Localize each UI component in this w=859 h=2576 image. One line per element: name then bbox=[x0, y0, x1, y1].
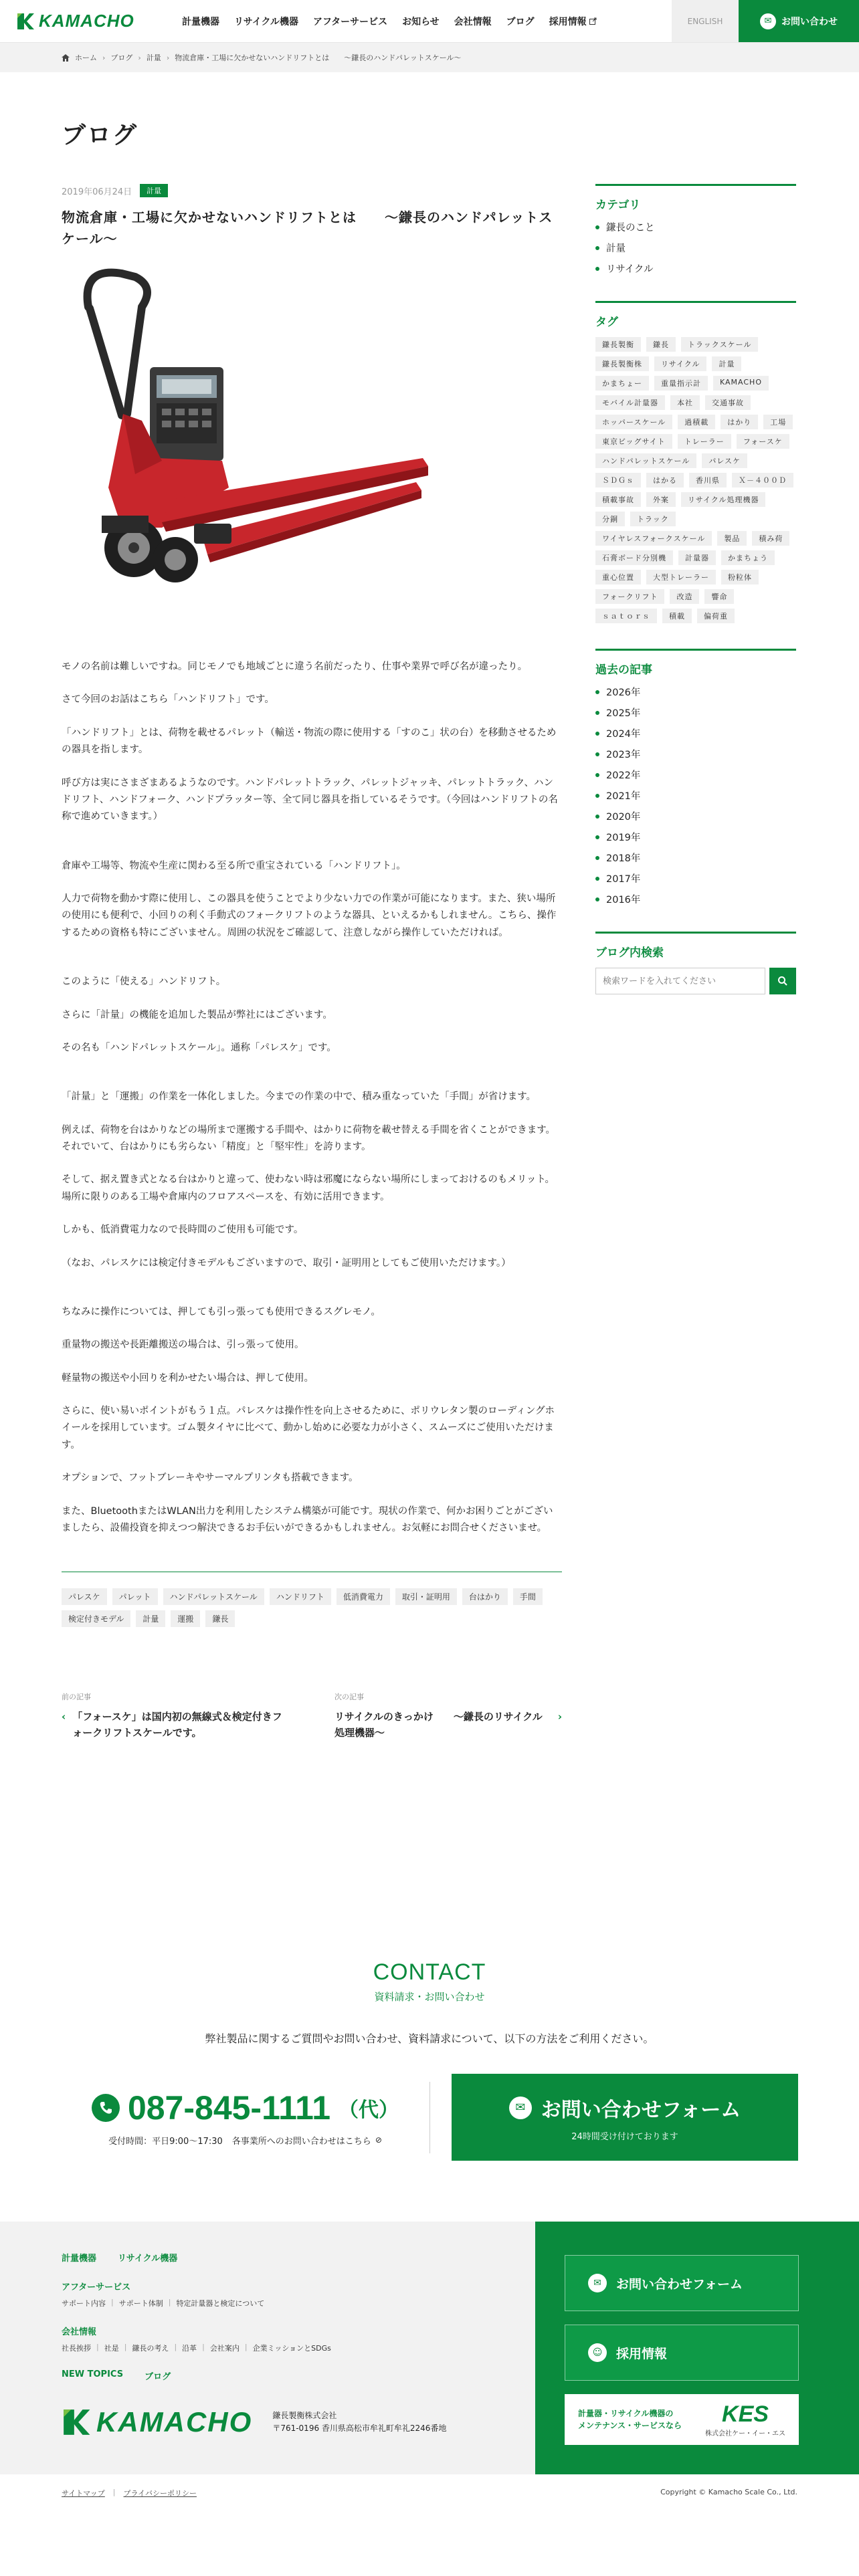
kamacho-logo-icon bbox=[62, 2407, 91, 2437]
prev-post-link[interactable] bbox=[62, 1691, 289, 1741]
sidebar-tag[interactable]: かまちょー bbox=[595, 376, 649, 391]
next-post-link[interactable] bbox=[335, 1691, 562, 1741]
post-tag[interactable]: ハンドリフト bbox=[270, 1588, 331, 1605]
post-paragraph: 重量物の搬送や長距離搬送の場合は、引っ張って使用。 bbox=[62, 1339, 304, 1351]
bullet-icon bbox=[595, 752, 599, 756]
sidebar-tag[interactable]: 改造 bbox=[670, 589, 699, 604]
sidebar-archive-item[interactable] bbox=[595, 706, 796, 720]
nav-item-after-service[interactable]: アフターサービス bbox=[313, 16, 388, 27]
post-paragraph: オプションで、フットブレーキやサーマルプリンタも搭載できます。 bbox=[62, 1473, 359, 1484]
post-paragraph: そして、据え置き式となる台はかりと違って、使わない時は邪魔にならない場所にしまっておけるのもメリット。場所に限りのある工場や倉庫内のフロアスペースを、有効に活用できます。 bbox=[62, 1174, 555, 1202]
home-icon bbox=[62, 54, 70, 62]
sidebar-tag[interactable]: 積み荷 bbox=[752, 531, 789, 546]
sidebar-tag[interactable]: はかる bbox=[646, 473, 684, 488]
blog-search-input[interactable] bbox=[595, 968, 765, 994]
bullet-icon bbox=[595, 732, 599, 736]
language-english-link[interactable]: ENGLISH bbox=[672, 0, 739, 42]
sidebar-tag[interactable]: 積載事故 bbox=[595, 492, 641, 507]
bullet-icon bbox=[595, 690, 599, 694]
sidebar-archive-item[interactable] bbox=[595, 788, 796, 802]
sidebar-tag[interactable]: フォースケ bbox=[737, 434, 789, 449]
sidebar bbox=[595, 184, 796, 1741]
sidebar-tag[interactable]: 過積載 bbox=[678, 415, 715, 429]
sidebar-tag-title: タグ bbox=[595, 316, 618, 329]
footer-link-weighing[interactable]: 計量機器 bbox=[62, 2254, 97, 2264]
bullet-icon bbox=[595, 856, 599, 860]
sidebar-tag[interactable]: Ｘ－４００Ｄ bbox=[732, 473, 793, 488]
mail-icon: ✉ bbox=[509, 2097, 532, 2119]
footer-link[interactable]: 社長挨拶 bbox=[62, 2344, 91, 2353]
sidebar-tag[interactable]: 外案 bbox=[646, 492, 676, 507]
breadcrumb-blog[interactable]: ブログ bbox=[110, 53, 133, 62]
footer-link[interactable]: 会社案内 bbox=[209, 2344, 240, 2353]
sidebar-tag[interactable]: トラック bbox=[630, 512, 676, 526]
sidebar-archives bbox=[595, 649, 796, 906]
sidebar-tag[interactable]: 偏荷重 bbox=[697, 609, 735, 623]
sidebar-tag[interactable]: 石膏ボード分別機 bbox=[595, 550, 673, 565]
branch-contact-label: 各事業所へのお問い合わせはこちら bbox=[231, 2136, 371, 2147]
mail-icon: ✉ bbox=[588, 2274, 607, 2292]
post-date: 2019年06月24日 bbox=[62, 187, 132, 197]
nav-item-recruit-label: 採用情報 bbox=[549, 16, 587, 27]
footer-link[interactable]: 企業ミッションとSDGs bbox=[252, 2344, 331, 2353]
prev-post-title: 「フォースケ」は国内初の無線式＆検定付きフォークリフトスケールです。 bbox=[72, 1711, 282, 1739]
post-paragraph: このように「使える」ハンドリフト。 bbox=[62, 976, 226, 988]
post-paragraph: 例えば、荷物を台はかりなどの場所まで運搬する手間や、はかりに荷物を載せ替える手間を省くことができます。それでいて、台はかりにも劣らない「精度」と「堅牢性」を誇ります。 bbox=[62, 1124, 556, 1152]
sidebar-tag[interactable]: パレスケ bbox=[702, 453, 747, 468]
sidebar-tag[interactable]: 粉粒体 bbox=[721, 570, 759, 584]
search-icon bbox=[777, 976, 788, 986]
footer-link[interactable]: 社是 bbox=[104, 2344, 119, 2353]
footer-link[interactable]: サポート内容 bbox=[62, 2299, 106, 2308]
kamacho-logo-icon bbox=[16, 12, 35, 31]
breadcrumb-category[interactable]: 計量 bbox=[146, 53, 161, 62]
sidebar-archive-item[interactable] bbox=[595, 809, 796, 823]
post-tag[interactable]: 台はかり bbox=[462, 1588, 508, 1605]
sidebar-tag[interactable]: 東京ビッグサイト bbox=[595, 434, 672, 449]
footer-link-recycling[interactable]: リサイクル機器 bbox=[118, 2254, 178, 2264]
sidebar-archive-item[interactable] bbox=[595, 892, 796, 906]
post-paragraph: さて今回のお話はこちら「ハンドリフト」です。 bbox=[62, 694, 274, 706]
bullet-icon bbox=[595, 246, 599, 250]
breadcrumb-home[interactable]: ホーム bbox=[75, 53, 97, 62]
sidebar-tag[interactable]: はかり bbox=[721, 415, 758, 429]
sidebar-tag[interactable]: トラックスケール bbox=[681, 337, 758, 352]
footer-company-name: 鎌長製衡株式会社 bbox=[272, 2410, 337, 2420]
tag-cloud bbox=[595, 337, 796, 623]
sidebar-archive-label: 2018年 bbox=[606, 853, 641, 864]
footer-link-blog[interactable]: ブログ bbox=[145, 2372, 171, 2382]
post-tag[interactable]: 運搬 bbox=[171, 1610, 200, 1627]
footer-link[interactable]: サポート体制 bbox=[118, 2299, 163, 2308]
sidebar-category-label: 鎌長のこと bbox=[606, 223, 655, 233]
sidebar-archive-label: 2020年 bbox=[606, 812, 641, 823]
bullet-icon bbox=[595, 897, 599, 901]
reception-hours: 受付時間：平日9:00～17:30 bbox=[108, 2136, 223, 2147]
next-post-label: 次の記事 bbox=[335, 1693, 364, 1702]
contact-section bbox=[0, 1959, 859, 2161]
post-tag[interactable]: 鎌長 bbox=[205, 1610, 235, 1627]
sidebar-tag[interactable]: 重心位置 bbox=[595, 570, 641, 584]
sidebar-tag[interactable]: リサイクル bbox=[654, 356, 706, 371]
contact-title: CONTACT bbox=[373, 1959, 486, 1985]
sidebar-category-item[interactable] bbox=[595, 241, 796, 255]
footer-link[interactable]: 沿革 bbox=[182, 2344, 197, 2353]
kes-company-name: 株式会社ケー・イー・エス bbox=[705, 2430, 785, 2438]
sidebar-tag[interactable]: 重量指示計 bbox=[654, 376, 708, 391]
sidebar-archive-label: 2019年 bbox=[606, 833, 641, 843]
footer-address: 〒761-0196 香川県高松市牟礼町牟礼2246番地 bbox=[272, 2424, 447, 2433]
post-tag[interactable]: 低消費電力 bbox=[337, 1588, 390, 1605]
sidebar-tag[interactable]: KAMACHO bbox=[713, 376, 769, 391]
sidebar-tag[interactable]: ｓａｔｏｒｓ bbox=[595, 609, 657, 623]
nav-item-news[interactable]: お知らせ bbox=[402, 16, 440, 27]
bullet-icon bbox=[595, 267, 599, 271]
copyright: Copyright © Kamacho Scale Co., Ltd. bbox=[660, 2488, 797, 2496]
bullet-icon bbox=[595, 711, 599, 715]
post-paragraph: ちなみに操作については、押しても引っ張っても使用できるスグレモノ。 bbox=[62, 1306, 381, 1317]
post-body bbox=[62, 659, 562, 1537]
post-paragraph: 軽量物の搬送や小回りを利かせたい場合は、押して使用。 bbox=[62, 1372, 314, 1384]
external-link-icon bbox=[589, 17, 597, 25]
phone-link[interactable] bbox=[92, 2088, 399, 2127]
phone-icon bbox=[92, 2094, 120, 2122]
nav-item-company[interactable]: 会社情報 bbox=[454, 16, 492, 27]
nav-item-recycling[interactable]: リサイクル機器 bbox=[234, 16, 299, 27]
post-paragraph: また、BluetoothまたはWLAN出力を利用したシステム構築が可能です。現状の作業で、何かお困りごとがございましたら、設備投資を抑えつつ解決できるお手伝いができるかもしれません。お気軽にお問合せくださいませ。 bbox=[62, 1505, 553, 1533]
chevron-right-icon: › bbox=[102, 53, 106, 62]
post-title: 物流倉庫・工場に欠かせないハンドリフトとは ～鎌長のハンドパレットスケール～ bbox=[62, 209, 553, 247]
privacy-policy-link[interactable]: プライバシーポリシー bbox=[123, 2489, 197, 2498]
sidebar-category-item[interactable] bbox=[595, 220, 796, 234]
footer-recruit-button[interactable] bbox=[565, 2325, 799, 2381]
bullet-icon bbox=[595, 225, 599, 229]
sidebar-tag[interactable]: ハンドパレットスケール bbox=[595, 453, 696, 468]
sidebar-archive-label: 2016年 bbox=[606, 895, 641, 905]
footer-link[interactable]: 特定計量器と検定について bbox=[176, 2299, 265, 2308]
sidebar-tag[interactable]: ワイヤレスフォークスケール bbox=[595, 531, 712, 546]
site-header bbox=[0, 0, 859, 43]
sidebar-archive-title: 過去の記事 bbox=[595, 663, 652, 677]
sidebar-tag[interactable]: 計量器 bbox=[678, 550, 716, 565]
sidebar-category-label: 計量 bbox=[606, 243, 626, 254]
post-tag[interactable]: パレスケ bbox=[62, 1588, 107, 1605]
bullet-icon bbox=[595, 815, 599, 819]
logo-text: KAMACHO bbox=[39, 11, 134, 31]
sidebar-tags bbox=[595, 301, 796, 623]
sidebar-archive-label: 2017年 bbox=[606, 874, 641, 885]
sidebar-category-label: リサイクル bbox=[606, 264, 654, 275]
bullet-icon bbox=[595, 773, 599, 777]
sidebar-tag[interactable]: 計量 bbox=[712, 356, 741, 371]
sidebar-tag[interactable]: 分銅 bbox=[595, 512, 625, 526]
bullet-icon bbox=[595, 794, 599, 798]
footer-recruit-label: 採用情報 bbox=[616, 2346, 668, 2361]
sidebar-search bbox=[595, 932, 796, 994]
sidebar-archive-label: 2021年 bbox=[606, 791, 641, 802]
sidebar-tag[interactable]: 本社 bbox=[670, 395, 700, 410]
kes-banner[interactable] bbox=[565, 2394, 799, 2445]
branch-contact-link[interactable] bbox=[232, 2134, 382, 2147]
footer-logo[interactable] bbox=[62, 2406, 252, 2438]
kes-line1: 計量器・リサイクル機器の bbox=[578, 2409, 674, 2418]
post-tag[interactable]: ハンドパレットスケール bbox=[163, 1588, 264, 1605]
hand-pallet-scale-illustration bbox=[62, 260, 436, 635]
phone-number: 087-845-1111 bbox=[127, 2088, 331, 2127]
post-tag[interactable]: 手間 bbox=[513, 1588, 543, 1605]
post-category-badge[interactable]: 計量 bbox=[140, 184, 168, 197]
contact-lead: 弊社製品に関するご質問やお問い合わせ、資料請求について、以下の方法をご利用ください。 bbox=[205, 2032, 654, 2045]
post-paragraph: その名も「ハンドパレットスケール」。通称「パレスケ」です。 bbox=[62, 1042, 337, 1053]
header-contact-button[interactable] bbox=[739, 0, 859, 42]
footer-bottom-bar: サイトマップ | プライバシーポリシー Copyright © Kamacho Scale Co., Ltd. bbox=[0, 2474, 859, 2576]
post-paragraph: 人力で荷物を動かす際に使用し、この器具を使うことでより少ない力での作業が可能になります。また、狭い場所の使用にも便利で、小回りの利く手動式のフォークリフトのような器具、といえるかもしれません。こちら、操作するための資格も特にございません。周囲の状況をご確認して、注意しながら操作していただければ。 bbox=[62, 893, 557, 938]
search-button[interactable] bbox=[769, 968, 796, 994]
bullet-icon bbox=[595, 835, 599, 839]
footer-contact-label: お問い合わせフォーム bbox=[616, 2276, 743, 2292]
sitemap-link[interactable]: サイトマップ bbox=[62, 2489, 105, 2498]
sidebar-archive-label: 2022年 bbox=[606, 770, 641, 781]
chevron-right-icon: › bbox=[557, 1711, 562, 1723]
phone-suffix: （代） bbox=[339, 2098, 399, 2122]
sidebar-archive-item[interactable] bbox=[595, 685, 796, 699]
sidebar-tag[interactable]: 鎌長 bbox=[646, 337, 676, 352]
post-paragraph: 「計量」と「運搬」の作業を一体化しました。今までの作業の中で、積み重なっていた「手間」が省けます。 bbox=[62, 1091, 537, 1103]
contact-form-label: お問い合わせフォーム bbox=[541, 2098, 741, 2122]
sidebar-tag[interactable]: 製品 bbox=[717, 531, 747, 546]
breadcrumb-current: 物流倉庫・工場に欠かせないハンドリフトとは ～鎌長のハンドパレットスケール～ bbox=[175, 53, 462, 62]
arrow-circle-icon: ⊘ bbox=[375, 2135, 382, 2145]
footer-link-new-topics[interactable]: NEW TOPICS bbox=[62, 2369, 124, 2379]
sidebar-tag[interactable]: 大型トレーラー bbox=[646, 570, 716, 584]
sidebar-archive-item[interactable] bbox=[595, 768, 796, 782]
post-paragraph: さらに、使い易いポイントがもう１点。パレスケは操作性を向上させるために、ポリウレタン製のローディングホイールを採用しています。ゴム製タイヤに比べて、動かし始めに必要な力が小さく、スムーズにご使用いただけます。 bbox=[62, 1406, 555, 1451]
sidebar-tag[interactable]: 工場 bbox=[763, 415, 793, 429]
sidebar-tag[interactable]: ＳＤＧｓ bbox=[595, 473, 641, 488]
post-tag[interactable]: 検定付きモデル bbox=[62, 1610, 130, 1627]
chevron-left-icon: ‹ bbox=[62, 1711, 66, 1723]
bullet-icon bbox=[595, 877, 599, 881]
post-paragraph: しかも、低消費電力なので長時間のご使用も可能です。 bbox=[62, 1224, 304, 1236]
sidebar-tag[interactable]: かまちょう bbox=[721, 550, 775, 565]
blog-article bbox=[62, 184, 562, 1741]
sidebar-tag[interactable]: ホッパースケール bbox=[595, 415, 672, 429]
mail-icon: ✉ bbox=[760, 13, 776, 29]
sidebar-tag[interactable]: リサイクル処理機器 bbox=[681, 492, 765, 507]
footer-contact-button[interactable] bbox=[565, 2255, 799, 2311]
sidebar-tag[interactable]: 積載 bbox=[662, 609, 692, 623]
person-icon: ☺ bbox=[588, 2343, 607, 2362]
sidebar-archive-item[interactable] bbox=[595, 747, 796, 761]
sidebar-tag[interactable]: 響命 bbox=[704, 589, 734, 604]
kes-line2: メンテナンス・サービスなら bbox=[578, 2421, 682, 2430]
next-post-title: リサイクルのきっかけ ～鎌長のリサイクル処理機器～ bbox=[335, 1711, 543, 1739]
contact-form-sub: 24時間受け付けております bbox=[571, 2131, 678, 2142]
sidebar-archive-item[interactable] bbox=[595, 871, 796, 885]
sidebar-archive-label: 2026年 bbox=[606, 687, 641, 698]
post-tag[interactable]: 取引・証明用 bbox=[395, 1588, 457, 1605]
footer-logo-text: KAMACHO bbox=[96, 2406, 253, 2438]
breadcrumb bbox=[0, 43, 859, 72]
page-title: ブログ bbox=[62, 122, 138, 149]
hand-pallet-scale-image bbox=[62, 260, 562, 635]
chevron-right-icon: › bbox=[138, 53, 141, 62]
chevron-right-icon: › bbox=[166, 53, 170, 62]
prev-post-label: 前の記事 bbox=[62, 1693, 91, 1702]
sidebar-category-title: カテゴリ bbox=[595, 199, 641, 212]
post-paragraph: 倉庫や工場等、物流や生産に関わる至る所で重宝されている「ハンドリフト」。 bbox=[62, 860, 406, 871]
sidebar-categories bbox=[595, 184, 796, 276]
sidebar-archive-label: 2024年 bbox=[606, 729, 641, 740]
kes-logo: KES bbox=[722, 2401, 769, 2427]
nav-item-blog[interactable]: ブログ bbox=[506, 16, 535, 27]
tel-block bbox=[61, 2082, 430, 2153]
post-paragraph: 「ハンドリフト」とは、荷物を載せるパレット（輸送・物流の際に使用する「すのこ」状の台）を移動させるための器具を指します。 bbox=[62, 727, 557, 756]
contact-subtitle: 資料請求・お問い合わせ bbox=[374, 1991, 485, 2003]
sidebar-archive-item[interactable] bbox=[595, 726, 796, 740]
header-contact-label: お問い合わせ bbox=[781, 16, 838, 27]
post-tag[interactable]: パレット bbox=[112, 1588, 158, 1605]
sidebar-archive-item[interactable] bbox=[595, 830, 796, 844]
footer-company-heading[interactable]: 会社情報 bbox=[62, 2327, 97, 2337]
site-logo[interactable] bbox=[0, 0, 167, 42]
post-paragraph: さらに「計量」の機能を追加した製品が弊社にはございます。 bbox=[62, 1009, 332, 1021]
post-tag[interactable]: 計量 bbox=[136, 1610, 165, 1627]
post-paragraph: （なお、パレスケには検定付きモデルもございますので、取引・証明用としてもご使用いただけます。） bbox=[62, 1257, 511, 1269]
sidebar-archive-label: 2023年 bbox=[606, 750, 641, 760]
site-footer: 計量機器 リサイクル機器 アフターサービス サポート内容 | サポート体制 | 特定計量器と検定について 会社情報 社長挨拶 | 社是 | 鎌長の考え | 沿革 | 会社案内 | 企業ミッションとSDGs NEW TOPICS ブログ KAMACHO 鎌長製衡株式会社 〒761-0196 香川県高松市牟礼町牟礼2246番地 ✉ お問い合わせフォーム ☺ 採用情報 計量器・リサイクル機器の メンテナンス・サービスなら KES 株式会社ケー・イー・エス bbox=[0, 2222, 859, 2474]
footer-link[interactable]: 鎌長の考え bbox=[132, 2344, 169, 2353]
sidebar-tag[interactable]: 香川県 bbox=[689, 473, 727, 488]
sidebar-tag[interactable]: モバイル計量器 bbox=[595, 395, 665, 410]
sidebar-tag[interactable]: トレーラー bbox=[678, 434, 731, 449]
contact-form-button[interactable] bbox=[452, 2074, 798, 2161]
post-tag-list bbox=[62, 1572, 562, 1627]
sidebar-category-item[interactable] bbox=[595, 261, 796, 276]
post-paragraph: モノの名前は難しいですね。同じモノでも地域ごとに違う名前だったり、仕事や業界で呼び名が違ったり。 bbox=[62, 661, 528, 672]
nav-item-recruit[interactable] bbox=[549, 15, 597, 28]
post-pager bbox=[62, 1691, 562, 1741]
sidebar-archive-item[interactable] bbox=[595, 851, 796, 865]
sidebar-search-title: ブログ内検索 bbox=[595, 946, 664, 960]
footer-after-service-heading[interactable]: アフターサービス bbox=[62, 2282, 131, 2292]
sidebar-tag[interactable]: フォークリフト bbox=[595, 589, 664, 604]
global-nav bbox=[167, 0, 672, 42]
sidebar-tag[interactable]: 鎌長製衡株 bbox=[595, 356, 649, 371]
nav-item-weighing[interactable]: 計量機器 bbox=[182, 16, 219, 27]
sidebar-tag[interactable]: 交通事故 bbox=[705, 395, 751, 410]
sidebar-archive-label: 2025年 bbox=[606, 708, 641, 719]
post-paragraph: 呼び方は実にさまざまあるようなのです。ハンドパレットトラック、パレットジャッキ、パレットトラック、ハンドリフト、ハンドフォーク、ハンドプラッター等、全て同じ器具を指しているそうです。（今回はハンドリフトの名称で進めていきます。） bbox=[62, 777, 558, 823]
sidebar-tag[interactable]: 鎌長製衡 bbox=[595, 337, 641, 352]
